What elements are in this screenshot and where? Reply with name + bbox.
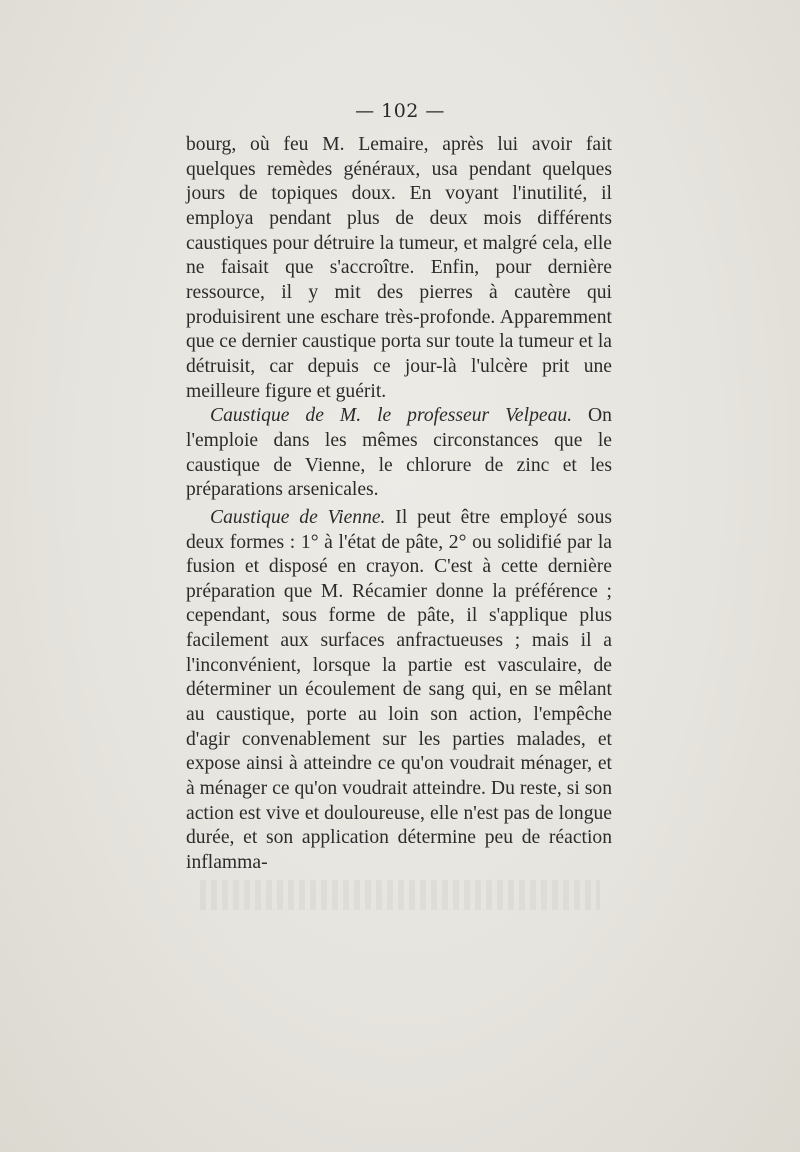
body-text (186, 133, 612, 876)
paragraph-velpeau-text: On l'emploie dans les mêmes circonstances que le caustique de Vienne, le chlorure de zinc et les préparations arsenicales. (186, 405, 612, 501)
paragraph-vienne-title: Caustique de Vienne. (210, 506, 386, 528)
paragraph-1-text: bourg, où feu M. Lemaire, après lui avoir fait quelques remèdes généraux, usa pendant quelques jours de topiques doux. En voyant l'inutilité, il employa pendant plus de deux mois différents caustiques pour détruire la tumeur, et malgré cela, elle ne faisait que s'accroître. Enfin, pour dernière ressource, il y mit des pierres à cautère qui produisirent une eschare très-profonde. Apparemment que ce dernier caustique porta sur toute la tumeur et la détruisit, car depuis ce jour-là l'ulcère prit une meilleure figure et guérit. (186, 134, 612, 402)
show-through-texture (200, 880, 600, 910)
paragraph-vienne-text: Il peut être employé sous deux formes : 1° à l'état de pâte, 2° ou solidifié par la fusion et disposé en crayon. C'est à cette dernière préparation que M. Récamier donne la préférence ; cependant, sous forme de pâte, il s'applique plus facilement aux surfaces anfractueuses ; mais il a l'inconvénient, lorsque la partie est vasculaire, de déterminer un écoulement de sang qui, en se mêlant au caustique, porte au loin son action, l'empêche d'agir convenablement sur les parties malades, et expose ainsi à atteindre ce qu'on voudrait ménager, et à ménager ce qu'on voudrait atteindre. Du reste, si son action est vive et douloureuse, elle n'est pas de longue durée, et son application détermine peu de réaction inflamma- (186, 506, 612, 874)
paragraph-vienne (186, 506, 612, 876)
paragraph-velpeau-title: Caustique de M. le professeur Velpeau. (210, 405, 573, 427)
page-number: — 102 — (355, 100, 445, 122)
paragraph-velpeau (186, 404, 612, 503)
paragraph-1 (186, 133, 612, 404)
